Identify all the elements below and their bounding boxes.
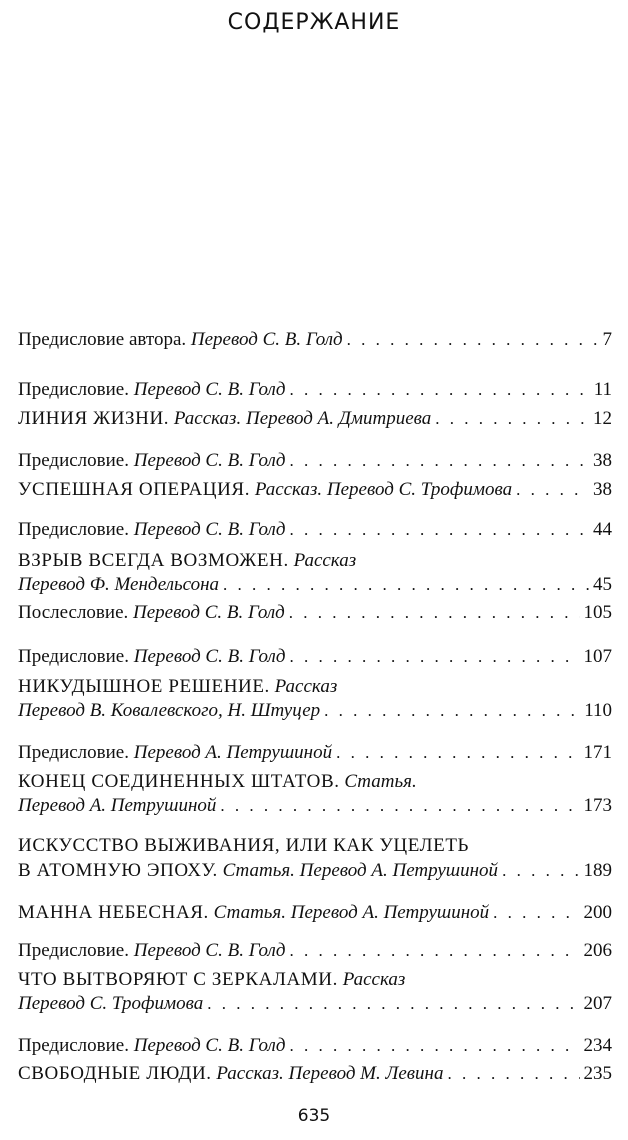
toc-entry-credit: Перевод С. В. Голд [133, 646, 286, 667]
toc-line [18, 326, 612, 354]
toc-page-number: 235 [583, 1063, 612, 1084]
dot-leader [289, 447, 589, 475]
toc-entry-credit: Рассказ [274, 676, 338, 697]
toc-entry-label: Предисловие. [18, 646, 134, 667]
toc-line [18, 1032, 612, 1060]
toc-entry-credit: Перевод С. В. Голд [133, 379, 286, 400]
toc-page-number: 206 [583, 940, 612, 961]
dot-leader [347, 326, 599, 354]
toc-entry-title: ЧТО ВЫТВОРЯЮТ С ЗЕРКАЛАМИ. [18, 969, 338, 990]
toc-entry-title: ИСКУССТВО ВЫЖИВАНИЯ, ИЛИ КАК УЦЕЛЕТЬ [18, 835, 470, 856]
toc-entry-credit: Рассказ [293, 550, 357, 571]
dot-leader [324, 697, 580, 725]
toc-line [18, 447, 612, 475]
toc-page-number: 11 [593, 379, 612, 400]
dot-leader [289, 937, 579, 965]
dot-leader [289, 599, 580, 627]
toc-page-number: 38 [593, 450, 612, 471]
toc-entry-credit: Перевод С. В. Голд [133, 519, 286, 540]
toc-entry-label: Предисловие. [18, 1035, 134, 1056]
toc-entry-title: НИКУДЫШНОЕ РЕШЕНИЕ. [18, 676, 270, 697]
toc-entry-credit: Перевод С. Трофимова [18, 993, 204, 1014]
toc-entry-credit: Перевод С. В. Голд [133, 1035, 286, 1056]
toc-line [18, 1060, 612, 1088]
toc-page-number: 44 [593, 519, 612, 540]
toc-line [18, 899, 612, 927]
dot-leader [447, 1060, 579, 1088]
page-title: СОДЕРЖАНИЕ [227, 10, 401, 35]
toc-entry-credit: Перевод А. Петрушиной [18, 795, 217, 816]
toc-page-number: 12 [593, 408, 612, 429]
toc-entry-credit: Рассказ. Перевод С. Трофимова [254, 479, 513, 500]
toc-page-number: 45 [593, 574, 612, 595]
toc-entry-credit: Статья. [344, 771, 417, 792]
dot-leader [223, 571, 589, 599]
toc-entry-title: СВОБОДНЫЕ ЛЮДИ. [18, 1063, 212, 1084]
toc-page-number: 200 [583, 902, 612, 923]
toc-entry-credit: Перевод С. В. Голд [133, 450, 286, 471]
toc-line [18, 990, 612, 1018]
toc-entry-title: КОНЕЦ СОЕДИНЕННЫХ ШТАТОВ. [18, 771, 340, 792]
dot-leader [289, 516, 589, 544]
toc-line [18, 643, 612, 671]
toc-entry-title: В АТОМНУЮ ЭПОХУ. [18, 860, 218, 881]
toc-entry-credit: Рассказ. Перевод М. Левина [216, 1063, 444, 1084]
toc-entry-credit: Рассказ. Перевод А. Дмитриева [173, 408, 432, 429]
toc-page-number: 173 [583, 795, 612, 816]
toc-entry-credit: Перевод Ф. Мендельсона [18, 574, 220, 595]
toc-entry-credit: Статья. Перевод А. Петрушиной [213, 902, 490, 923]
toc-entry-credit: Перевод С. В. Голд [190, 329, 343, 350]
toc-page-number: 38 [593, 479, 612, 500]
toc-page-number: 189 [583, 860, 612, 881]
toc-page-number: 171 [583, 742, 612, 763]
toc-line [18, 599, 612, 627]
toc-line [18, 571, 612, 599]
toc-entry-title: УСПЕШНАЯ ОПЕРАЦИЯ. [18, 479, 251, 500]
toc-entry-label: Предисловие. [18, 742, 134, 763]
toc-page-number: 207 [583, 993, 612, 1014]
dot-leader [435, 405, 589, 433]
toc-page-number: 110 [584, 700, 612, 721]
toc-entry-credit: Перевод С. В. Голд [133, 602, 285, 623]
toc-line [18, 857, 612, 885]
toc-entry-label: Предисловие. [18, 379, 134, 400]
toc-entry-credit: Рассказ [342, 969, 406, 990]
toc-entry-credit: Статья. Перевод А. Петрушиной [222, 860, 499, 881]
dot-leader [220, 792, 579, 820]
toc-line [18, 832, 612, 860]
toc-line [18, 937, 612, 965]
toc-entry-credit: Перевод В. Ковалевского, Н. Штуцер [18, 700, 321, 721]
toc-entry-title: ЛИНИЯ ЖИЗНИ. [18, 408, 170, 429]
dot-leader [516, 476, 589, 504]
dot-leader [502, 857, 579, 885]
toc-line [18, 792, 612, 820]
toc-page-number: 107 [583, 646, 612, 667]
toc-page-number: 234 [583, 1035, 612, 1056]
toc-page-number: 105 [583, 602, 612, 623]
toc-entry-title: МАННА НЕБЕСНАЯ. [18, 902, 209, 923]
toc-entry-credit: Перевод С. В. Голд [133, 940, 286, 961]
toc-entry-label: Предисловие. [18, 940, 134, 961]
toc-entry-label: Предисловие автора. [18, 329, 191, 350]
dot-leader [289, 643, 579, 671]
toc-line [18, 516, 612, 544]
toc-page-number: 7 [602, 329, 612, 350]
page-number: 635 [297, 1106, 331, 1126]
toc-line [18, 405, 612, 433]
toc-entry-credit: Перевод А. Петрушиной [133, 742, 333, 763]
dot-leader [207, 990, 579, 1018]
toc-line [18, 739, 612, 767]
dot-leader [493, 899, 579, 927]
toc-entry-label: Предисловие. [18, 450, 134, 471]
dot-leader [289, 1032, 579, 1060]
dot-leader [289, 376, 589, 404]
toc-entry-label: Послесловие. [18, 602, 134, 623]
toc-line [18, 376, 612, 404]
toc-line [18, 476, 612, 504]
toc-line [18, 697, 612, 725]
toc-entry-title: ВЗРЫВ ВСЕГДА ВОЗМОЖЕН. [18, 550, 289, 571]
toc-entry-label: Предисловие. [18, 519, 134, 540]
dot-leader [336, 739, 579, 767]
